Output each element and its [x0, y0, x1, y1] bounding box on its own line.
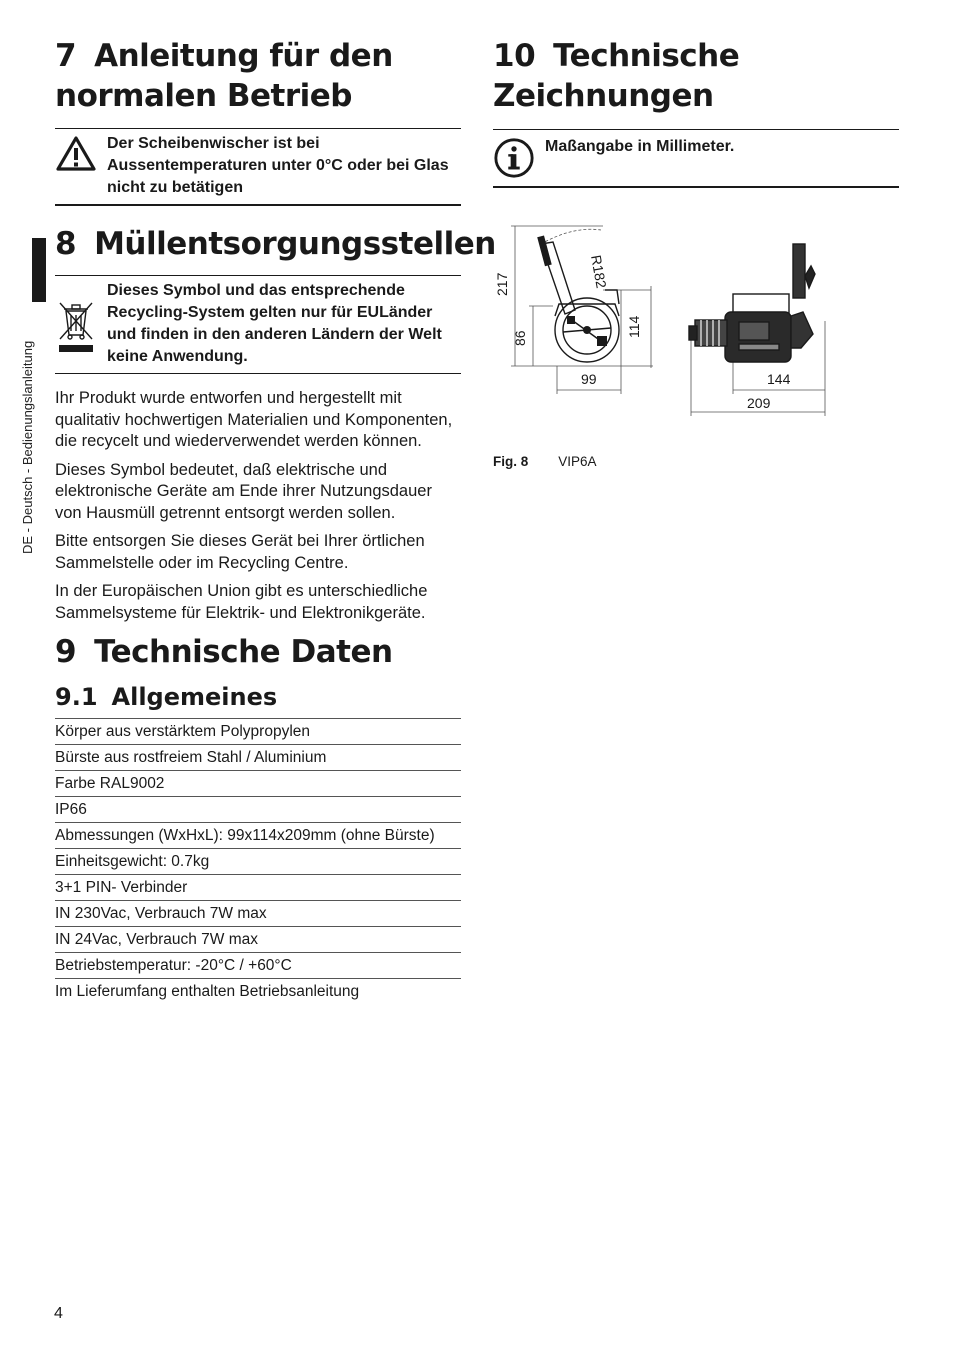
- warning-icon: [55, 133, 97, 199]
- spec-cell: 3+1 PIN- Verbinder: [55, 875, 461, 901]
- sidebar-language-label: DE - Deutsch - Bedienungslanleitung: [20, 340, 35, 554]
- info-notice: [493, 129, 899, 188]
- dimension-217: 217: [494, 272, 510, 296]
- right-column: [493, 36, 899, 469]
- recycling-paragraphs: [55, 388, 461, 624]
- page-number: 4: [54, 1305, 63, 1322]
- dimension-114: 114: [626, 315, 642, 338]
- spec-row: [55, 797, 461, 823]
- spec-cell: Farbe RAL9002: [55, 771, 461, 797]
- paragraph: Ihr Produkt wurde entworfen und hergestellt mit qualitativ hochwertigen Materialien und Komponenten, die recycelt und wiederverwendet werden können.: [55, 389, 453, 450]
- figure-caption-text: VIP6A: [558, 454, 597, 469]
- spec-cell: IP66: [55, 797, 461, 823]
- spec-row: [55, 719, 461, 745]
- spec-cell: Im Lieferumfang enthalten Betriebsanleitung: [55, 979, 461, 1005]
- section-7-heading: [55, 36, 461, 116]
- figure-caption: [493, 454, 899, 469]
- technical-drawing: [493, 216, 899, 446]
- spec-row: [55, 927, 461, 953]
- dimension-144: 144: [767, 371, 791, 387]
- spec-cell: IN 230Vac, Verbrauch 7W max: [55, 901, 461, 927]
- subsection-title: Allgemeines: [111, 683, 278, 711]
- figure-label: Fig. 8: [493, 454, 529, 469]
- dimension-86: 86: [512, 330, 528, 346]
- section-10-heading: [493, 36, 899, 116]
- paragraph: In der Europäischen Union gibt es unterschiedliche Sammelsysteme für Elektrik- und Elektronikgeräte.: [55, 582, 428, 622]
- warning-notice: [55, 128, 461, 206]
- spec-row: [55, 953, 461, 979]
- spec-cell: Einheitsgewicht: 0.7kg: [55, 849, 461, 875]
- dimension-r182: R182: [588, 253, 610, 290]
- section-9-heading: [55, 632, 461, 672]
- spec-row: [55, 979, 461, 1005]
- spec-cell: Körper aus verstärktem Polypropylen: [55, 719, 461, 745]
- section-title: Müllentsorgungsstellen: [94, 226, 496, 262]
- specs-table: [55, 718, 461, 1004]
- warning-text: Der Scheibenwischer ist bei Aussentemperaturen unter 0°C oder bei Glas nicht zu betätigen: [107, 135, 449, 196]
- spec-cell: Bürste aus rostfreiem Stahl / Aluminium: [55, 745, 461, 771]
- section-title-line1: Anleitung für den: [94, 38, 393, 74]
- spec-row: [55, 849, 461, 875]
- spec-cell: IN 24Vac, Verbrauch 7W max: [55, 927, 461, 953]
- info-icon: [493, 134, 535, 180]
- section-number: 7: [55, 38, 77, 74]
- spec-row: [55, 771, 461, 797]
- spec-cell: Abmessungen (WxHxL): 99x114x209mm (ohne Bürste): [55, 823, 461, 849]
- section-number: 10: [493, 38, 536, 74]
- dimension-99: 99: [581, 371, 597, 387]
- section-8-heading: [55, 224, 496, 264]
- paragraph: Bitte entsorgen Sie dieses Gerät bei Ihrer örtlichen Sammelstelle oder im Recycling Centre.: [55, 532, 425, 572]
- spec-row: [55, 875, 461, 901]
- left-column: [55, 36, 496, 1004]
- paragraph: Dieses Symbol bedeutet, daß elektrische und elektronische Geräte am Ende ihrer Nutzungsdauer von Hausmüll getrennt entsorgt werden sollen.: [55, 460, 432, 522]
- dimension-209: 209: [747, 395, 771, 411]
- spec-row: [55, 901, 461, 927]
- recycling-notice: [55, 275, 461, 374]
- section-number: 9: [55, 634, 77, 670]
- section-title-line2: normalen Betrieb: [55, 78, 352, 114]
- section-title: Technische Zeichnungen: [493, 38, 740, 114]
- subsection-number: 9.1: [55, 683, 98, 711]
- sidebar-marker: [32, 238, 46, 302]
- weee-bin-icon: [55, 280, 97, 368]
- spec-row: [55, 745, 461, 771]
- section-number: 8: [55, 226, 77, 262]
- section-title: Technische Daten: [94, 634, 393, 670]
- recycling-notice-text: Dieses Symbol und das entsprechende Recycling-System gelten nur für EULänder und finden in den anderen Ländern der Welt keine Anwendung.: [107, 282, 442, 365]
- drawing-svg: [493, 216, 899, 446]
- info-text: Maßangabe in Millimeter.: [545, 138, 735, 155]
- spec-row: [55, 823, 461, 849]
- subsection-9-1-heading: [55, 682, 461, 712]
- spec-cell: Betriebstemperatur: -20°C / +60°C: [55, 953, 461, 979]
